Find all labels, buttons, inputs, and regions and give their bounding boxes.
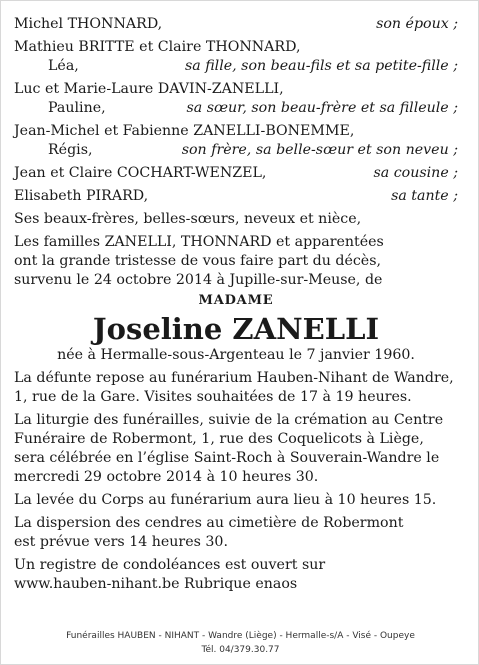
announcement-line: Les familles ZANELLI, THONNARD et apparentées xyxy=(14,234,384,250)
family-member-name: Elisabeth PIRARD, xyxy=(14,188,149,204)
detail-line: www.hauben-nihant.be Rubrique enaos xyxy=(14,576,298,592)
detail-line: 1, rue de la Gare. Visites souhaitées de 17 à 19 heures. xyxy=(14,389,412,405)
family-relation: sa tante ; xyxy=(391,188,458,204)
family-relation: son frère, sa belle-sœur et son neveu ; xyxy=(181,142,458,158)
announcement-line: survenu le 24 octobre 2014 à Jupille-sur-Meuse, de xyxy=(14,272,383,288)
family-line xyxy=(14,187,458,206)
detail-line: Funéraire de Robermont, 1, rue des Coquelicots à Liège, xyxy=(14,431,424,447)
family-list xyxy=(14,15,458,206)
family-relation: sa fille, son beau-fils et sa petite-fille ; xyxy=(184,58,458,74)
family-line xyxy=(14,15,458,34)
birth-info: née à Hermalle-sous-Argenteau le 7 janvier 1960. xyxy=(57,347,415,363)
family-member-name: Mathieu BRITTE et Claire THONNARD, xyxy=(14,39,301,55)
title: MADAME xyxy=(198,293,274,308)
detail-paragraph xyxy=(14,491,458,510)
family-group xyxy=(14,122,458,160)
family-group xyxy=(14,15,458,34)
announcement-line: ont la grande tristesse de vous faire part du décès, xyxy=(14,253,381,269)
detail-paragraph xyxy=(14,411,458,487)
family-group xyxy=(14,187,458,206)
detail-line: est prévue vers 14 heures 30. xyxy=(14,534,228,550)
family-line xyxy=(14,99,458,118)
family-line xyxy=(14,164,458,183)
family-relation: sa cousine ; xyxy=(373,165,458,181)
detail-line: La levée du Corps au funérarium aura lieu à 10 heures 15. xyxy=(14,492,437,508)
family-member-name: Pauline, xyxy=(48,100,106,116)
announcement xyxy=(14,233,458,290)
deceased-name: Joseline ZANELLI xyxy=(92,312,380,346)
detail-line: La dispersion des cendres au cimetière de Robermont xyxy=(14,515,404,531)
detail-line: La liturgie des funérailles, suivie de la crémation au Centre xyxy=(14,412,444,428)
relatives-line: Ses beaux-frères, belles-sœurs, neveux et nièce, xyxy=(14,211,362,227)
detail-paragraph xyxy=(14,556,458,594)
family-member-name: Jean-Michel et Fabienne ZANELLI-BONEMME, xyxy=(14,123,355,139)
family-member-name: Jean et Claire COCHART-WENZEL, xyxy=(14,165,267,181)
detail-line: mercredi 29 octobre 2014 à 10 heures 30. xyxy=(14,469,319,485)
family-member-name: Luc et Marie-Laure DAVIN-ZANELLI, xyxy=(14,81,284,97)
detail-line: La défunte repose au funérarium Hauben-Nihant de Wandre, xyxy=(14,370,454,386)
family-line xyxy=(14,122,458,141)
family-member-name: Léa, xyxy=(48,58,79,74)
detail-line: sera célébrée en l’église Saint-Roch à Souverain-Wandre le xyxy=(14,450,440,466)
funeral-home-phone: Tél. 04/379.30.77 xyxy=(201,645,280,655)
family-line xyxy=(14,57,458,76)
family-relation: son époux ; xyxy=(376,16,458,32)
family-line xyxy=(14,141,458,160)
family-member-name: Régis, xyxy=(48,142,93,158)
detail-paragraph xyxy=(14,369,458,407)
obituary-content xyxy=(14,15,458,594)
family-group xyxy=(14,164,458,183)
family-member-name: Michel THONNARD, xyxy=(14,16,163,32)
family-line xyxy=(14,80,458,99)
family-group xyxy=(14,80,458,118)
family-group xyxy=(14,38,458,76)
family-line xyxy=(14,38,458,57)
details xyxy=(14,369,458,594)
funeral-home-footer: Funérailles HAUBEN - NIHANT - Wandre (Liège) - Hermalle-s/A - Visé - Oupeye xyxy=(66,631,415,641)
detail-paragraph xyxy=(14,514,458,552)
family-relation: sa sœur, son beau-frère et sa filleule ; xyxy=(186,100,458,116)
detail-line: Un registre de condoléances est ouvert sur xyxy=(14,557,326,573)
